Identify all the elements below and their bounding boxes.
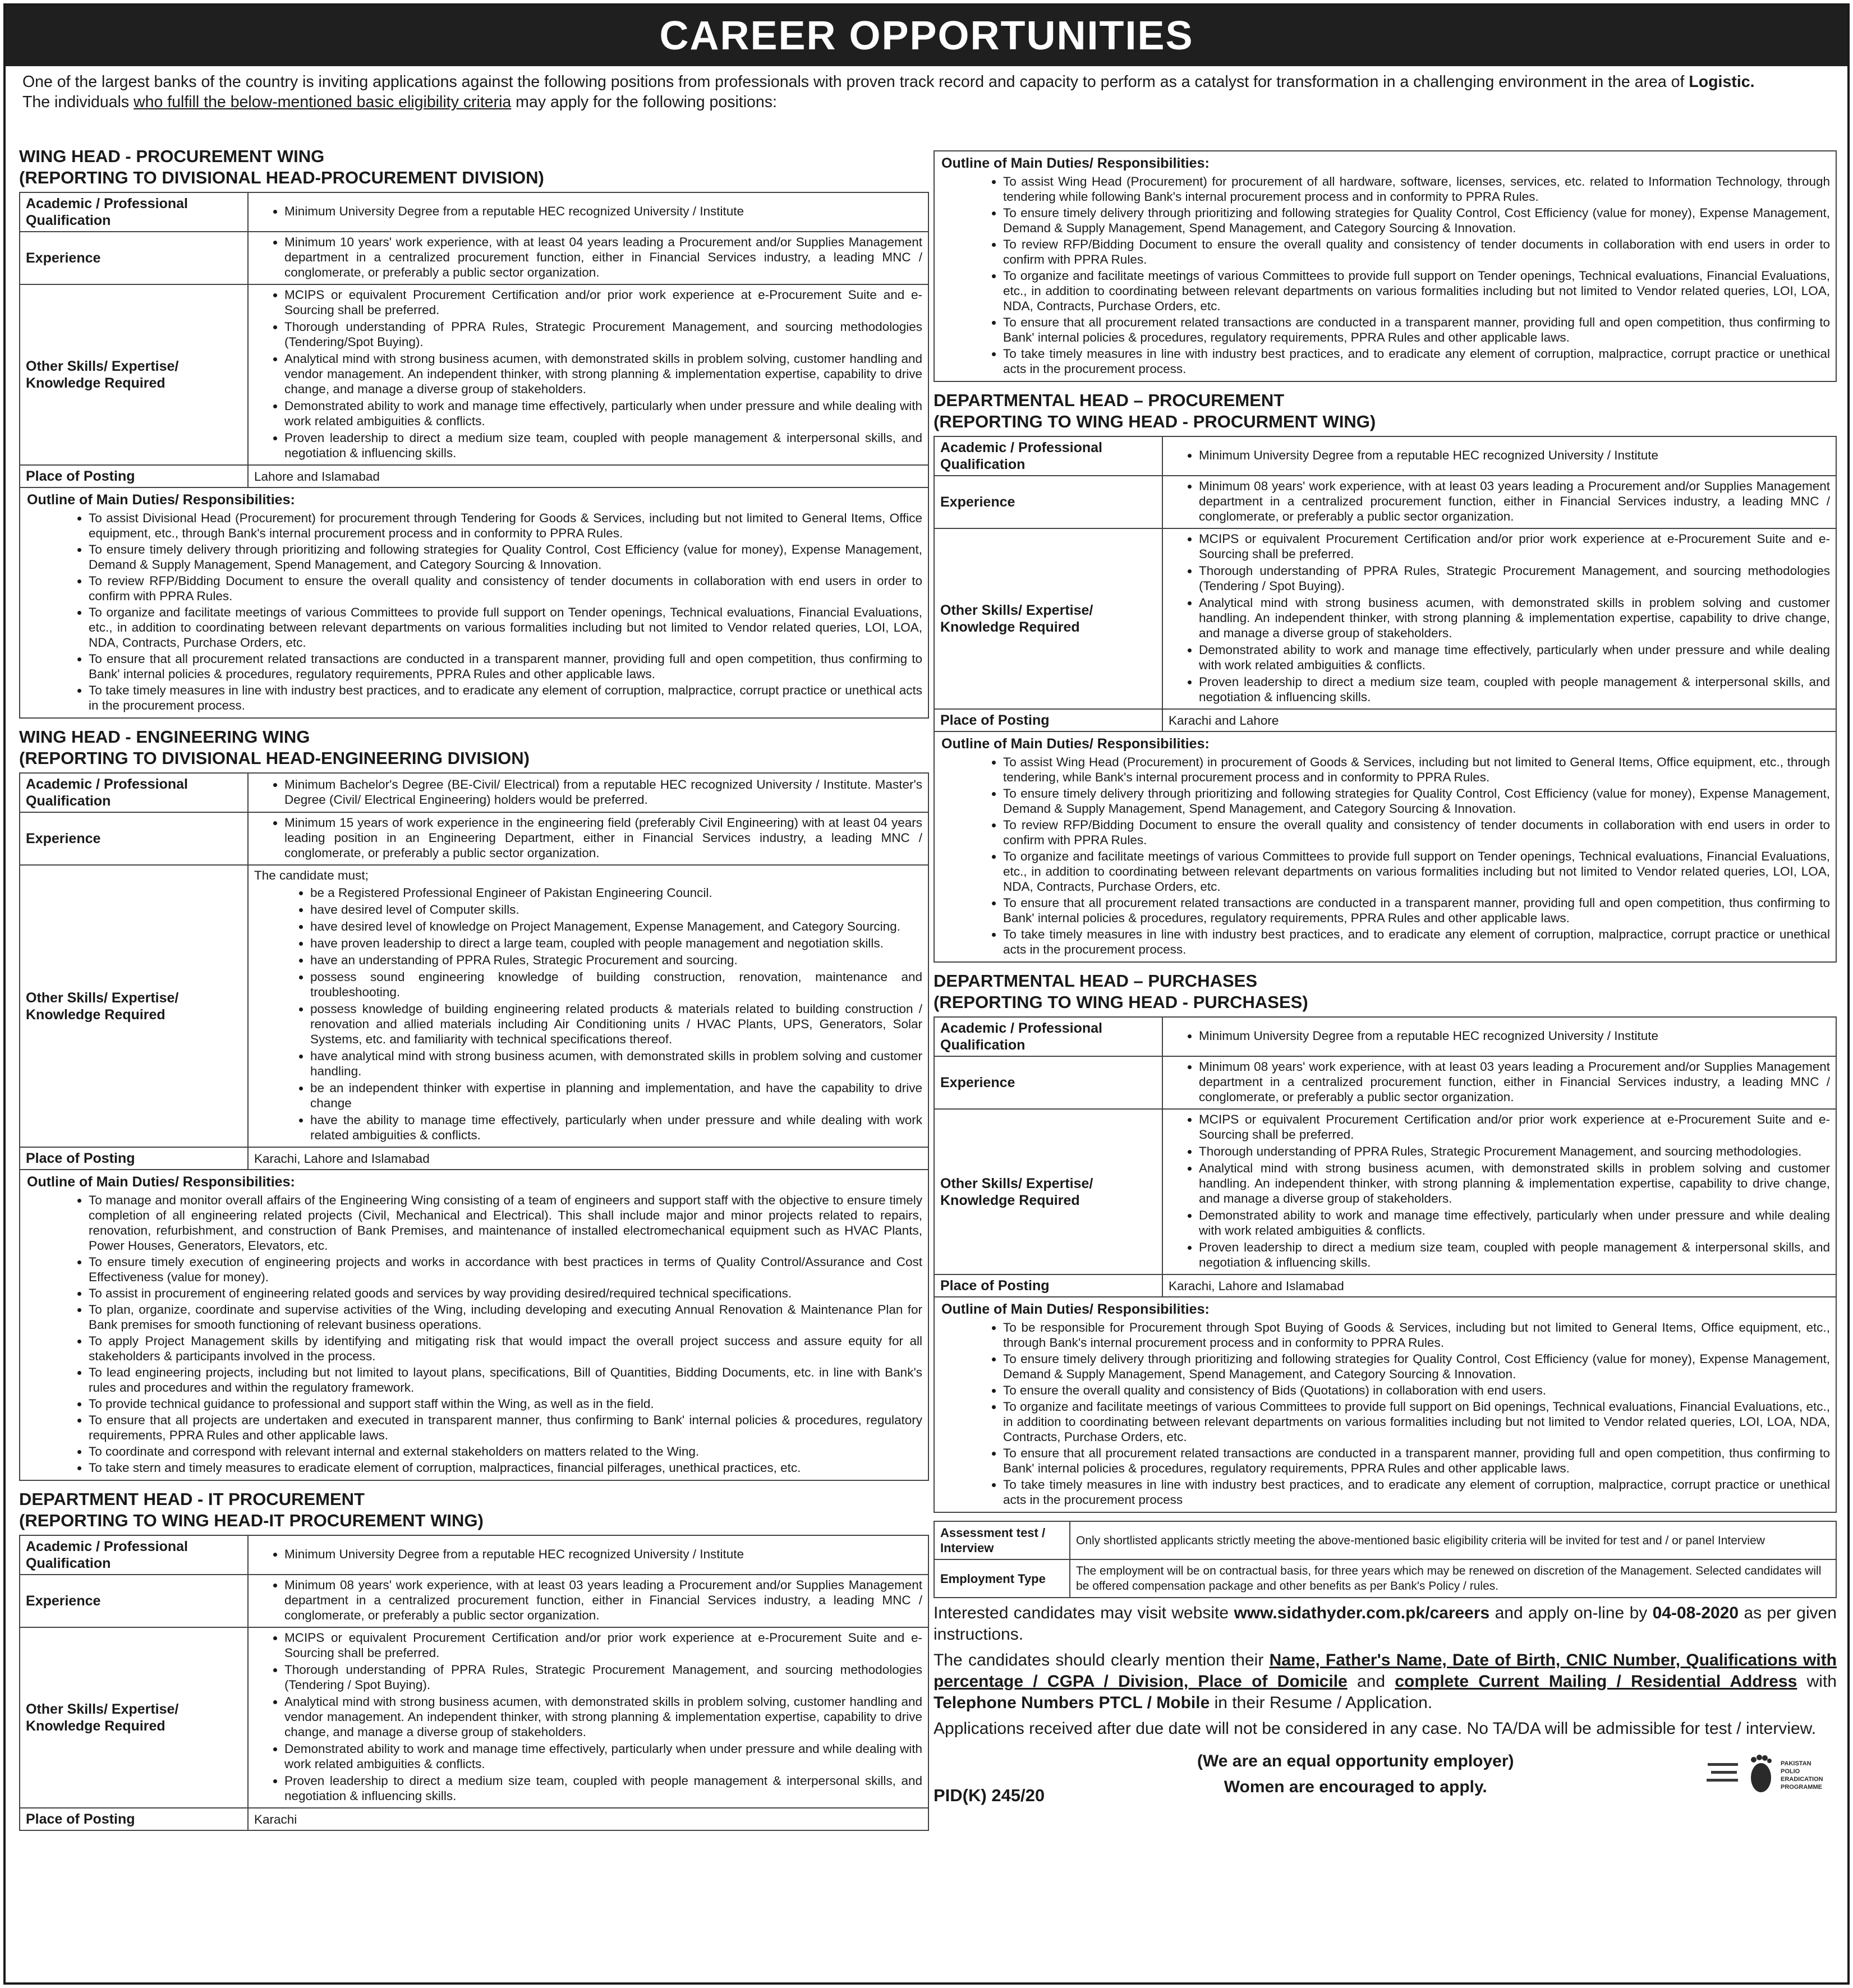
- skills-block: [254, 868, 922, 1144]
- bullet-item: • Demonstrated ability to work and manage time effectively, particularly when under pressure and while dealing with work related ambiguities & conflicts.: [1199, 1208, 1830, 1240]
- bullet-item: • Thorough understanding of PPRA Rules, Strategic Procurement Management, and sourcing methodologies.: [1199, 1144, 1830, 1161]
- bullet-list: [1169, 1059, 1830, 1106]
- academic-qualification-value: [1162, 1017, 1836, 1056]
- academic-qualification-value: [248, 773, 928, 812]
- place-of-posting-value: [248, 465, 928, 487]
- logo-text-2: POLIO: [1781, 1768, 1800, 1775]
- bullet-item: • To organize and facilitate meetings of various Committees to provide full support on Tender openings, Technical evaluations, Financial Evaluations, etc., in addition to coordinating between relevant departments on various formalities including but not limited to Vendor related queries, LOI, LOA, NDA, Contracts, Purchase Orders, etc.: [1003, 268, 1830, 315]
- duties-section: [934, 732, 1837, 963]
- bullet-item: • Minimum 10 years' work experience, with at least 04 years leading a Procurement and/or Supplies Management department in a centralized procurement function, either in Financial Services industry, a leading MNC / conglomerate, or preferably a public sector organization.: [284, 234, 922, 282]
- position-departmental-head-purchases: [934, 970, 1837, 1513]
- resume-requirements: The candidates should clearly mention their Name, Father's Name, Date of Birth, CNIC Number, Qualifications with percentage / CGPA / Division, Place of Domicile and complete Current Mailing / Residential Address with Telephone Numbers PTCL / Mobile in their Resume / Application.: [934, 1651, 1837, 1712]
- skills-value: [1162, 1109, 1836, 1274]
- requirements-table: [19, 772, 929, 1170]
- bullet-item: • To ensure timely delivery through prioritizing and following strategies for Quality Control, Cost Efficiency (value for money), Expense Management, Demand & Supply Management, Spend Management, and Category Sourcing & Innovation.: [1003, 205, 1830, 237]
- page-title: CAREER OPPORTUNITIES: [6, 6, 1847, 66]
- place-of-posting-value: [248, 1147, 928, 1170]
- duties-heading: Outline of Main Duties/ Responsibilities:: [27, 492, 295, 508]
- bullet-list: [941, 754, 1830, 958]
- skills-value: [1162, 528, 1836, 709]
- careers-website-link[interactable]: www.sidathyder.com.pk/careers: [1234, 1604, 1490, 1622]
- bullet-list: [27, 1193, 922, 1476]
- bullet-item: • To organize and facilitate meetings of various Committees to provide full support on Tender openings, Technical evaluations, Financial Evaluations, etc., in addition to coordinating between relevant departments on various formalities including but not limited to Vendor related queries, LOI, LOA, NDA, Contracts, Purchase Orders, etc.: [89, 605, 922, 651]
- bullet-item: • Minimum University Degree from a reputable HEC recognized University / Institute: [1199, 448, 1830, 464]
- bullet-item: • To apply Project Management skills by identifying and mitigating risk that would impact the overall project success and assure equity for all stakeholders & participants involved in the process.: [89, 1333, 922, 1365]
- academic-qualification-label: Academic / Professional Qualification: [934, 436, 1162, 476]
- left-column: [19, 146, 929, 1831]
- bullet-item: • MCIPS or equivalent Procurement Certification and/or prior work experience at e-Procurement Suite and e-Sourcing shall be preferred.: [1199, 531, 1830, 563]
- academic-qualification-row: [934, 436, 1836, 476]
- duties-heading: Outline of Main Duties/ Responsibilities:: [941, 736, 1210, 752]
- place-of-posting-row: [20, 1808, 928, 1830]
- experience-label: Experience: [934, 1056, 1162, 1109]
- bullet-item: • To take timely measures in line with industry best practices, and to eradicate any element of corruption, malpractice, corrupt practice or unethical acts in the procurement process.: [1003, 346, 1830, 378]
- reporting-line: (REPORTING TO DIVISIONAL HEAD-PROCUREMENT DIVISION): [19, 168, 544, 187]
- bullet-item: • To review RFP/Bidding Document to ensure the overall quality and consistency of tender documents in collaboration with end users in order to confirm with PPRA Rules.: [1003, 237, 1830, 268]
- experience-label: Experience: [20, 812, 248, 865]
- bullet-item: • Minimum 15 years of work experience in the engineering field (preferably Civil Engineering) with at least 04 years leading position in an Engineering Department, either in Financial Services industry, a leading MNC / conglomerate, or preferably a public sector organization.: [284, 815, 922, 862]
- requirements-table: [19, 1535, 929, 1831]
- bullet-list: [254, 234, 922, 282]
- advertisement-page: [3, 3, 1850, 1985]
- position-title: DEPARTMENTAL HEAD – PURCHASES: [934, 971, 1257, 991]
- logo-text-3: ERADICATION: [1781, 1776, 1823, 1783]
- skills-row: [934, 528, 1836, 709]
- bullet-item: • have an understanding of PPRA Rules, Strategic Procurement and sourcing.: [310, 952, 922, 969]
- assessment-row: [934, 1521, 1836, 1559]
- experience-value: [248, 232, 928, 284]
- bullet-list: [1169, 531, 1830, 706]
- experience-row: [20, 1575, 928, 1627]
- place-of-posting-value: [1162, 1274, 1836, 1297]
- bullet-item: • have the ability to manage time effectively, particularly when under pressure and while dealing with work related ambiguities & conflicts.: [310, 1112, 922, 1144]
- assessment-text: Only shortlisted applicants strictly meeting the above-mentioned basic eligibility criteria will be invited for test and / or panel Interview: [1070, 1521, 1836, 1559]
- duties-heading: Outline of Main Duties/ Responsibilities:: [941, 155, 1210, 171]
- reporting-line: (REPORTING TO WING HEAD - PROCURMENT WING): [934, 412, 1376, 431]
- place-of-posting-label: Place of Posting: [20, 1808, 248, 1830]
- bullet-item: • be a Registered Professional Engineer of Pakistan Engineering Council.: [310, 885, 922, 902]
- experience-row: [934, 476, 1836, 528]
- bullet-list: [27, 510, 922, 714]
- place-of-posting-label: Place of Posting: [934, 709, 1162, 731]
- academic-qualification-label: Academic / Professional Qualification: [20, 1535, 248, 1575]
- posting-location: Lahore and Islamabad: [254, 469, 380, 484]
- bullet-item: • To assist Wing Head (Procurement) for procurement of all hardware, software, licenses, services, etc. related to Information Technology, through tendering while following Bank's internal procurement process and in conformity to PPRA Rules.: [1003, 174, 1830, 205]
- bullet-item: • To lead engineering projects, including but not limited to layout plans, specifications, Bill of Quantities, Bidding Documents, etc. in line with Bank's rules and procedures and within the regulatory framework.: [89, 1365, 922, 1396]
- position-departmental-head-procurement: [934, 390, 1837, 963]
- posting-location: Karachi, Lahore and Islamabad: [1169, 1278, 1344, 1293]
- bullet-item: • To ensure that all projects are undertaken and executed in transparent manner, thus confirming to Bank' internal policies & procedures, regulatory requirements, PPRA Rules and other applicable laws.: [89, 1412, 922, 1444]
- logo-text-4: PROGRAMME: [1781, 1784, 1822, 1791]
- urdu-text-mark: [1707, 1763, 1738, 1782]
- requirements-table: [934, 1016, 1837, 1297]
- bullet-list: [254, 1547, 922, 1563]
- bullet-item: • To organize and facilitate meetings of various Committees to provide full support on Tender openings, Technical evaluations, Financial Evaluations, etc., in addition to coordinating between relevant departments on various formalities including but not limited to Vendor related queries, LOI, LOA, NDA, Contracts, Purchase Orders, etc.: [1003, 849, 1830, 895]
- bullet-item: • To review RFP/Bidding Document to ensure the overall quality and consistency of tender documents in collaboration with end users in order to confirm with PPRA Rules.: [89, 573, 922, 605]
- bullet-item: • have proven leadership to direct a large team, coupled with people management and negotiation skills.: [310, 936, 922, 952]
- bullet-item: • To ensure the overall quality and consistency of Bids (Quotations) in collaboration with end users.: [1003, 1383, 1830, 1399]
- bullet-item: • To take timely measures in line with industry best practices, and to eradicate any element of corruption, malpractice, corrupt practice or unethical acts in the procurement process.: [1003, 927, 1830, 958]
- skills-label: Other Skills/ Expertise/ Knowledge Required: [20, 1627, 248, 1808]
- bullet-item: • Thorough understanding of PPRA Rules, Strategic Procurement Management, and sourcing methodologies (Tendering/Spot Buying).: [284, 319, 922, 351]
- bullet-item: • To ensure that all procurement related transactions are conducted in a transparent manner, providing full and open competition, thus confirming to Bank' internal policies & procedures, regulatory requirements, PPRA Rules and other applicable laws.: [1003, 1446, 1830, 1477]
- experience-label: Experience: [20, 232, 248, 284]
- bullet-item: • To ensure that all procurement related transactions are conducted in a transparent manner, providing full and open competition, thus confirming to Bank' internal policies & procedures, regulatory requirements, PPRA Rules and other applicable laws.: [1003, 895, 1830, 927]
- pid-number: PID(K) 245/20: [934, 1785, 1045, 1805]
- bullet-item: • Minimum 08 years' work experience, with at least 03 years leading a Procurement and/or Supplies Management department in a centralized procurement function, either in Financial Services industry, a leading MNC / conglomerate, or preferably a public sector organization.: [1199, 1059, 1830, 1106]
- bullet-item: • Demonstrated ability to work and manage time effectively, particularly when under pressure and while dealing with work related ambiguities & conflicts.: [1199, 642, 1830, 674]
- bullet-item: • have desired level of Computer skills.: [310, 902, 922, 919]
- bullet-list: [254, 1630, 922, 1805]
- reporting-line: (REPORTING TO WING HEAD - PURCHASES): [934, 992, 1308, 1012]
- polio-programme-logo: [1702, 1748, 1826, 1800]
- place-of-posting-row: [20, 1147, 928, 1170]
- experience-value: [1162, 476, 1836, 528]
- position-title: WING HEAD - ENGINEERING WING: [19, 727, 310, 747]
- academic-qualification-label: Academic / Professional Qualification: [934, 1017, 1162, 1056]
- bullet-list: [1169, 1028, 1830, 1045]
- academic-qualification-label: Academic / Professional Qualification: [20, 773, 248, 812]
- posting-location: Karachi and Lahore: [1169, 713, 1279, 728]
- experience-row: [20, 232, 928, 284]
- skills-value: [248, 284, 928, 465]
- place-of-posting-row: [20, 465, 928, 487]
- experience-row: [934, 1056, 1836, 1109]
- bullet-item: • Minimum University Degree from a reputable HEC recognized University / Institute: [284, 1547, 922, 1563]
- academic-qualification-value: [248, 192, 928, 232]
- experience-row: [20, 812, 928, 865]
- bullet-item: • Proven leadership to direct a medium size team, coupled with people management & interpersonal skills, and negotiation & influencing skills.: [284, 1773, 922, 1805]
- bullet-item: • Analytical mind with strong business acumen, with demonstrated skills in problem solving and customer handling. An independent thinker, with strong planning & implementation expertise, capability to drive change, and manage a diverse group of stakeholders.: [1199, 1161, 1830, 1208]
- bullet-item: • To organize and facilitate meetings of various Committees to provide full support on Bid openings, Technical evaluations, Financial Evaluations, etc., in addition to coordinating between relevant departments on various formalities including but not limited to Vendor related queries, LOI, LOA, NDA, Contracts, Purchase Orders, etc.: [1003, 1399, 1830, 1446]
- bullet-item: • Minimum University Degree from a reputable HEC recognized University / Institute: [1199, 1028, 1830, 1045]
- position-wing-head-engineering: [19, 726, 929, 1481]
- bullet-item: • To ensure timely delivery through prioritizing and following strategies for Quality Control, Cost Efficiency (value for money), Expense Management, Demand & Supply Management, Spend Management, and Category Sourcing & Innovation.: [89, 542, 922, 573]
- bullet-item: • Thorough understanding of PPRA Rules, Strategic Procurement Management, and sourcing methodologies (Tendering / Spot Buying).: [284, 1662, 922, 1694]
- bullet-item: • have desired level of knowledge on Project Management, Expense Management, and Category Sourcing.: [310, 919, 922, 936]
- academic-qualification-row: [20, 192, 928, 232]
- skills-label: Other Skills/ Expertise/ Knowledge Required: [20, 865, 248, 1147]
- bullet-item: • Thorough understanding of PPRA Rules, Strategic Procurement Management, and sourcing methodologies (Tendering / Spot Buying).: [1199, 563, 1830, 595]
- place-of-posting-label: Place of Posting: [934, 1274, 1162, 1297]
- bullet-item: • To review RFP/Bidding Document to ensure the overall quality and consistency of tender documents in collaboration with end users in order to confirm with PPRA Rules.: [1003, 817, 1830, 849]
- bullet-item: • To ensure timely execution of engineering projects and works in accordance with best practices in terms of Quality Control/Assurance and Cost Effectiveness (value for money).: [89, 1254, 922, 1286]
- place-of-posting-row: [934, 709, 1836, 731]
- bullet-item: • Proven leadership to direct a medium size team, coupled with people management & interpersonal skills, and negotiation & influencing skills.: [1199, 674, 1830, 706]
- assessment-label: Assessment test / Interview: [934, 1521, 1070, 1559]
- reporting-line: (REPORTING TO WING HEAD-IT PROCUREMENT WING): [19, 1511, 484, 1530]
- place-of-posting-row: [934, 1274, 1836, 1297]
- skills-row: [20, 1627, 928, 1808]
- employment-row: [934, 1559, 1836, 1598]
- position-department-head-it-procurement: [19, 1489, 929, 1831]
- intro-paragraph: One of the largest banks of the country is inviting applications against the following positions from professionals with proven track record and capacity to perform as a catalyst for transformation in a challenging environment in the area of Logistic.: [22, 73, 1755, 91]
- duties-section: [19, 488, 929, 719]
- bullet-item: • Analytical mind with strong business acumen, with demonstrated skills in problem solving, customer handling and vendor management. An independent thinker, with strong planning & implementation expertise, capability to drive change, and manage a diverse group of stakeholders.: [284, 351, 922, 398]
- skills-row: [934, 1109, 1836, 1274]
- bullet-item: • have analytical mind with strong business acumen, with demonstrated skills in problem solving and customer handling.: [310, 1048, 922, 1080]
- bullet-item: • Analytical mind with strong business acumen, with demonstrated skills in problem solving, customer handling and vendor management. An independent thinker, with strong planning & implementation expertise, capability to drive change, and manage a diverse group of stakeholders.: [284, 1694, 922, 1741]
- bullet-item: • To take timely measures in line with industry best practices, and to eradicate any element of corruption, malpractice, corrupt practice or unethical acts in the procurement process: [1003, 1477, 1830, 1508]
- bullet-item: • Proven leadership to direct a medium size team, coupled with people management & interpersonal skills, and negotiation & influencing skills.: [1199, 1240, 1830, 1272]
- bullet-item: • Proven leadership to direct a medium size team, coupled with people management & interpersonal skills, and negotiation & influencing skills.: [284, 430, 922, 462]
- place-of-posting-value: [1162, 709, 1836, 731]
- skills-label: Other Skills/ Expertise/ Knowledge Required: [20, 284, 248, 465]
- bullet-item: • Minimum 08 years' work experience, with at least 03 years leading a Procurement and/or Supplies Management department in a centralized procurement function, either in Financial Services industry, a leading MNC / conglomerate, or preferably a public sector organization.: [284, 1577, 922, 1625]
- bullet-item: • Analytical mind with strong business acumen, with demonstrated skills in problem solving and customer handling. An independent thinker, with strong planning & implementation expertise, capability to drive change, and manage a diverse group of stakeholders.: [1199, 595, 1830, 642]
- experience-value: [248, 1575, 928, 1627]
- bullet-list: [254, 287, 922, 462]
- bullet-list: [254, 777, 922, 809]
- posting-location: Karachi, Lahore and Islamabad: [254, 1151, 430, 1166]
- skills-value: [248, 1627, 928, 1808]
- academic-qualification-value: [248, 1535, 928, 1575]
- bullet-item: • To ensure timely delivery through prioritizing and following strategies for Quality Control, Cost Efficiency (value for money), Expense Management, Demand & Supply Management, Spend Management, and Category Sourcing & Innovation.: [1003, 1351, 1830, 1383]
- duties-heading: Outline of Main Duties/ Responsibilities:: [27, 1174, 295, 1190]
- duties-section: [934, 1297, 1837, 1513]
- skills-row: [20, 865, 928, 1147]
- skills-row: [20, 284, 928, 465]
- bullet-list: [254, 815, 922, 862]
- bullet-item: • MCIPS or equivalent Procurement Certification and/or prior work experience at e-Procurement Suite and e-Sourcing shall be preferred.: [284, 287, 922, 319]
- experience-label: Experience: [20, 1575, 248, 1627]
- bullet-item: • To ensure that all procurement related transactions are conducted in a transparent manner, providing full and open competition, thus confirming to Bank' internal policies & procedures, regulatory requirements, PPRA Rules and other applicable laws.: [89, 651, 922, 683]
- position-title: DEPARTMENTAL HEAD – PROCUREMENT: [934, 390, 1285, 410]
- bullet-list: [254, 1577, 922, 1625]
- position-wing-head-procurement: [19, 146, 929, 719]
- right-column: [934, 150, 1837, 1810]
- deadline-date: 04-08-2020: [1652, 1604, 1739, 1622]
- bullet-item: • To assist in procurement of engineering related goods and services by way providing desired/required technical specifications.: [89, 1286, 922, 1302]
- late-applications-note: Applications received after due date will not be considered in any case. No TA/DA will be admissible for test / interview.: [934, 1719, 1817, 1738]
- equal-opportunity-text: (We are an equal opportunity employer): [1197, 1752, 1514, 1770]
- general-terms-table: [934, 1521, 1837, 1598]
- skills-label: Other Skills/ Expertise/ Knowledge Required: [934, 1109, 1162, 1274]
- bullet-item: • Demonstrated ability to work and manage time effectively, particularly when under pressure and while dealing with work related ambiguities & conflicts.: [284, 398, 922, 430]
- experience-value: [1162, 1056, 1836, 1109]
- skills-value: [248, 865, 928, 1147]
- bullet-list: [254, 885, 922, 1144]
- bullet-item: • possess sound engineering knowledge of building construction, renovation, maintenance and troubleshooting.: [310, 969, 922, 1001]
- bullet-list: [1169, 448, 1830, 464]
- duties-section: [19, 1170, 929, 1481]
- bullet-list: [1169, 1112, 1830, 1272]
- bullet-item: • To ensure timely delivery through prioritizing and following strategies for Quality Control, Cost Efficiency (value for money), Expense Management, Demand & Supply Management, Spend Management, and Category Sourcing & Innovation.: [1003, 786, 1830, 817]
- place-of-posting-label: Place of Posting: [20, 1147, 248, 1170]
- bullet-item: • Minimum Bachelor's Degree (BE-Civil/ Electrical) from a reputable HEC recognized University / Institute. Master's Degree (Civil/ Electrical Engineering) holders would be preferred.: [284, 777, 922, 809]
- bullet-item: • To plan, organize, coordinate and supervise activities of the Wing, including developing and executing Annual Renovation & Maintenance Plan for Bank premises for smooth functioning of relevant business operations.: [89, 1302, 922, 1333]
- skills-intro: The candidate must;: [254, 868, 369, 882]
- position-title: DEPARTMENT HEAD - IT PROCUREMENT: [19, 1489, 365, 1509]
- bullet-list: [254, 204, 922, 220]
- equal-opportunity-statement: [1197, 1748, 1514, 1800]
- bullet-item: • To provide technical guidance to professional and support staff within the Wing, as well as in the field.: [89, 1396, 922, 1412]
- bullet-list: [1169, 478, 1830, 526]
- logo-text-1: PAKISTAN: [1781, 1760, 1811, 1767]
- bullet-item: • To assist Divisional Head (Procurement) for procurement through Tendering for Goods & Services, including but not limited to General Items, Office equipment, etc., through Bank's internal procurement process and in conformity to PPRA Rules.: [89, 510, 922, 542]
- posting-location: Karachi: [254, 1812, 297, 1826]
- academic-qualification-row: [20, 773, 928, 812]
- intro-eligibility: The individuals who fulfill the below-mentioned basic eligibility criteria may apply for the following positions:: [22, 93, 777, 111]
- employment-text: The employment will be on contractual basis, for three years which may be renewed on discretion of the Management. Selected candidates will be offered compensation package and other benefits as per Bank's Policy / rules.: [1070, 1559, 1836, 1598]
- bullet-item: • Minimum University Degree from a reputable HEC recognized University / Institute: [284, 204, 922, 220]
- bullet-item: • To assist Wing Head (Procurement) in procurement of Goods & Services, including but not limited to General Items, Office equipment, etc., through tendering, while Bank's internal procurement process and in conformity to PPRA Rules.: [1003, 754, 1830, 786]
- academic-qualification-row: [20, 1535, 928, 1575]
- bullet-list: [941, 174, 1830, 378]
- it-procurement-duties: [934, 150, 1837, 382]
- bullet-item: • To manage and monitor overall affairs of the Engineering Wing consisting of a team of engineers and support staff with the objective to ensure timely completion of all engineering related projects (Civil, Mechanical and Electrical). This shall include major and minor projects related to repairs, renovation, refurbishment, and construction of Bank Premises, and maintenance of installed electromechanical equipment such as HVAC Plants, Power Houses, Generators, Elevators, etc.: [89, 1193, 922, 1254]
- place-of-posting-value: [248, 1808, 928, 1830]
- apply-instructions: Interested candidates may visit website www.sidathyder.com.pk/careers and apply on-line by 04-08-2020 as per given instructions.: [934, 1604, 1837, 1644]
- bullet-list: [941, 1320, 1830, 1508]
- intro: [22, 72, 1831, 112]
- academic-qualification-row: [934, 1017, 1836, 1056]
- bullet-item: • Minimum 08 years' work experience, with at least 03 years leading a Procurement and/or Supplies Management department in a centralized procurement function, either in Financial Services industry, a leading MNC / conglomerate, or preferably a public sector organization.: [1199, 478, 1830, 526]
- requirements-table: [934, 436, 1837, 732]
- bullet-item: • possess knowledge of building engineering related products & materials related to building construction / renovation and allied materials including Air Conditioning units / HVAC Plants, UPS, Generators, Solar Systems, etc. and familiarity with technical specifications thereof.: [310, 1001, 922, 1048]
- bullet-item: • To take timely measures in line with industry best practices, and to eradicate any element of corruption, malpractice, corrupt practice or unethical acts in the procurement process.: [89, 683, 922, 714]
- employment-label: Employment Type: [934, 1559, 1070, 1598]
- place-of-posting-label: Place of Posting: [20, 465, 248, 487]
- bullet-item: • To take stern and timely measures to eradicate element of corruption, malpractices, financial pilferages, unethical practices, etc.: [89, 1460, 922, 1476]
- bullet-item: • To be responsible for Procurement through Spot Buying of Goods & Services, including but not limited to General Items, Office equipment, etc., through Bank's internal procurement process and in conformity to PPRA Rules.: [1003, 1320, 1830, 1351]
- experience-label: Experience: [934, 476, 1162, 528]
- women-encouraged-text: Women are encouraged to apply.: [1224, 1778, 1487, 1796]
- duties-heading: Outline of Main Duties/ Responsibilities:: [941, 1301, 1210, 1317]
- bullet-item: • be an independent thinker with expertise in planning and implementation, and have the capability to drive change: [310, 1080, 922, 1112]
- bullet-item: • Demonstrated ability to work and manage time effectively, particularly when under pressure and while dealing with work related ambiguities & conflicts.: [284, 1741, 922, 1773]
- bullet-item: • MCIPS or equivalent Procurement Certification and/or prior work experience at e-Procurement Suite and e-Sourcing shall be preferred.: [1199, 1112, 1830, 1144]
- experience-value: [248, 812, 928, 865]
- position-title: WING HEAD - PROCUREMENT WING: [19, 146, 325, 166]
- bullet-item: • To coordinate and correspond with relevant internal and external stakeholders on matters related to the Wing.: [89, 1444, 922, 1460]
- bullet-item: • To ensure that all procurement related transactions are conducted in a transparent manner, providing full and open competition, thus confirming to Bank' internal policies & procedures, regulatory requirements, PPRA Rules and other applicable laws.: [1003, 315, 1830, 346]
- bullet-item: • MCIPS or equivalent Procurement Certification and/or prior work experience at e-Procurement Suite and e-Sourcing shall be preferred.: [284, 1630, 922, 1662]
- skills-label: Other Skills/ Expertise/ Knowledge Required: [934, 528, 1162, 709]
- reporting-line: (REPORTING TO DIVISIONAL HEAD-ENGINEERING DIVISION): [19, 748, 530, 768]
- academic-qualification-label: Academic / Professional Qualification: [20, 192, 248, 232]
- footer: [934, 1743, 1837, 1810]
- requirements-table: [19, 192, 929, 488]
- academic-qualification-value: [1162, 436, 1836, 476]
